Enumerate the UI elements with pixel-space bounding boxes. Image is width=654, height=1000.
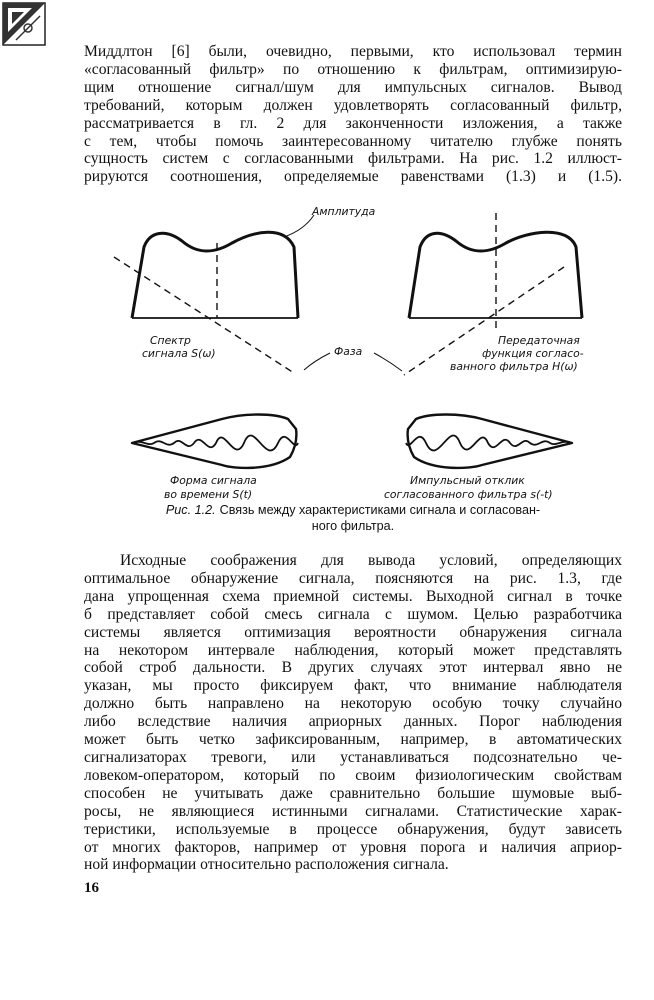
text-line: ловеком-оператором, который по своим физиологическим свойствам [84,766,622,784]
text-line: способен не учитывать даже сравнительно большие шумовые выб- [84,784,622,802]
waveform-label: во времени S(t) [164,488,253,501]
caption-text: ного фильтра. [311,519,395,533]
text-line: росы, не являющиеся истинными сигналами. Статистические харак- [84,802,622,820]
amplitude-label: Амплитуда [312,205,376,218]
amplitude-leader [284,215,314,237]
caption-label: Рис. 1.2. [165,503,216,517]
text-line: дана упрощенная схема приемной системы. Выходной сигнал в точке [84,587,622,605]
text-line: ной информации относительно расположения сигнала. [84,856,449,874]
text-line: собой строб дальности. В других случаях этот интервал явно не [84,659,622,677]
figure-caption [84,502,622,534]
body-paragraph [84,552,622,874]
text-line: сигнализаторах тревоги, или устанавливаться подсознательно че- [84,748,622,766]
transfer-label: ванного фильтра H(ω) [450,360,578,373]
phase-label: Фаза [334,345,363,358]
text-line: сущность систем с согласованными фильтрами. На рис. 1.2 иллюст- [84,150,622,168]
text-line: щим отношение сигнал/шум для импульсных сигналов. Вывод [84,78,622,96]
text-line: Исходные соображения для вывода условий, определяющих [120,552,622,569]
corner-ornament-icon [2,2,46,46]
text-line: б представляет собой смесь сигнала с шумом. Целью разработчика [84,605,622,623]
figure-1-2 [84,195,624,505]
signal-spectrum-curve [132,232,298,318]
phase-leader-right [374,353,402,371]
impulse-label: Импульсный отклик [410,474,525,487]
text-line: оптимальное обнаружение сигнала, поясняются на рис. 1.3, где [84,569,622,587]
spectrum-label: Спектр [150,334,191,347]
waveform-label: Форма сигнала [170,474,257,487]
text-line: на некотором интервале наблюдения, который может представлять [84,641,622,659]
text-line: может быть четко зафиксированным, например, в автоматических [84,731,622,749]
text-line: требований, которым должен удовлетворять согласованный фильтр, [84,96,622,114]
spectrum-label: сигнала S(ω) [142,347,216,360]
text-line: «согласованный фильтр» по отношению к фильтрам, оптимизирую- [84,60,622,78]
transfer-label: Передаточная [498,334,580,347]
impulse-label: согласованного фильтра s(-t) [384,488,553,501]
text-line: с тем, чтобы помочь заинтересованному читателю глубже понять [84,132,622,150]
text-line: теристики, используемые в процессе обнаружения, будут зависеть [84,820,622,838]
caption-text: Связь между характеристиками сигнала и согласован- [219,503,541,517]
intro-paragraph [84,43,622,186]
text-line: рассматривается в гл. 2 для законченности изложения, а также [84,114,622,132]
page-number: 16 [84,880,99,896]
text-line: должно быть направлено на некоторую особую точку случайно [84,695,622,713]
transfer-label: функция согласо- [482,347,584,360]
text-line: от многих факторов, например от уровня порога и наличия априор- [84,838,622,856]
text-line: либо вследствие наличия априорных данных. Порог наблюдения [84,713,622,731]
text-line: рируются соотношения, определяемые равенствами (1.3) и (1.5). [84,168,622,186]
text-line: Миддлтон [6] были, очевидно, первыми, кто использовал термин [84,43,622,60]
text-line: указан, мы просто фиксируем факт, что внимание наблюдателя [84,677,622,695]
text-line: системы является оптимизация вероятности обнаружения сигнала [84,623,622,641]
phase-leader-left [304,353,330,370]
